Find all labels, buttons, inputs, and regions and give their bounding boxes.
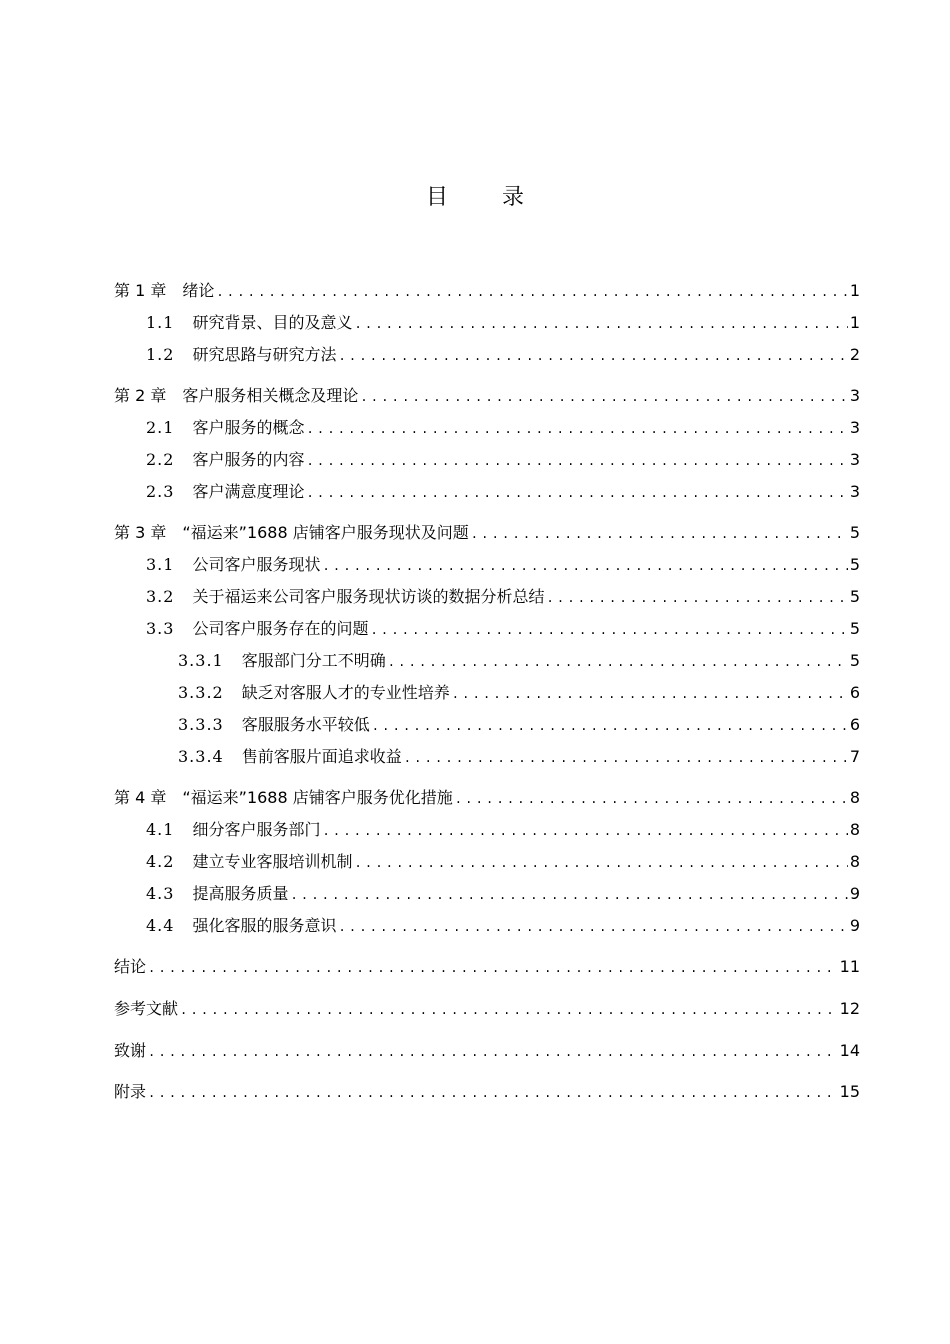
toc-entry-page: 9 (849, 884, 860, 903)
toc-leader (452, 687, 848, 701)
toc-entry-page: 14 (839, 1041, 860, 1060)
toc-entry-number: 第 3 章 (114, 523, 167, 542)
toc-leader (148, 1086, 838, 1100)
toc-entry-page: 12 (839, 999, 860, 1018)
toc-entry-text: 致谢 (114, 1041, 147, 1060)
toc-entry[interactable] (114, 415, 860, 441)
toc-entry[interactable] (114, 680, 860, 706)
toc-entry-text: 建立专业客服培训机制 (192, 852, 353, 871)
toc-entry-page: 9 (849, 916, 860, 935)
toc-leader (354, 317, 847, 331)
toc-entry-number: 1.1 (146, 313, 175, 332)
toc-entry[interactable] (114, 712, 860, 738)
toc-entry-page: 15 (839, 1082, 860, 1101)
toc-leader (354, 856, 847, 870)
toc-entry[interactable] (114, 616, 860, 642)
toc-entry-page: 5 (849, 587, 860, 606)
toc-entry-page: 8 (849, 820, 860, 839)
toc-entry-text: 客户服务的概念 (192, 418, 305, 437)
toc-leader (388, 655, 848, 669)
toc-entry-number: 4.3 (146, 884, 175, 903)
toc-entry[interactable] (114, 954, 860, 980)
toc-entry-text: 客服部门分工不明确 (241, 651, 386, 670)
toc-entry-number: 2.3 (146, 482, 175, 501)
toc-leader (404, 751, 848, 765)
toc-entry-page: 1 (849, 313, 860, 332)
toc-leader (148, 1045, 838, 1059)
toc-leader (180, 1003, 838, 1017)
toc-leader (216, 285, 847, 299)
toc-entry[interactable] (114, 552, 860, 578)
toc-entry-text: 关于福运来公司客户服务现状访谈的数据分析总结 (192, 587, 545, 606)
toc-entry-number: 2.2 (146, 450, 175, 469)
toc-entry-page: 5 (849, 555, 860, 574)
toc-entry-number: 2.1 (146, 418, 175, 437)
toc-entry-text: 结论 (114, 957, 147, 976)
toc-entry-page: 6 (849, 683, 860, 702)
toc-leader (360, 390, 847, 404)
toc-entry-page: 3 (849, 418, 860, 437)
toc-entry-number: 第 1 章 (114, 281, 167, 300)
toc-leader (306, 422, 847, 436)
toc-entry-number: 3.3 (146, 619, 175, 638)
toc-entry-number: 4.4 (146, 916, 175, 935)
toc-entry-text: 研究背景、目的及意义 (192, 313, 353, 332)
toc-entry-number: 3.3.4 (178, 747, 224, 766)
toc-entry-text: 绪论 (182, 281, 215, 300)
toc-entry-number: 1.2 (146, 345, 175, 364)
toc-entry-text: 客户服务的内容 (192, 450, 305, 469)
toc-entry[interactable] (114, 996, 860, 1022)
toc-entry-text: 研究思路与研究方法 (192, 345, 337, 364)
toc-entry-text: 客户服务相关概念及理论 (182, 386, 359, 405)
toc-entry-text: 客户满意度理论 (192, 482, 305, 501)
toc-entry-page: 1 (849, 281, 860, 300)
toc-entry-text: “福运来”1688 店铺客户服务优化措施 (182, 788, 453, 807)
toc-leader (471, 527, 848, 541)
toc-leader (372, 719, 848, 733)
toc-entry[interactable] (114, 1038, 860, 1064)
toc-entry-number: 第 2 章 (114, 386, 167, 405)
toc-entry[interactable] (114, 447, 860, 473)
toc-entry-page: 3 (849, 450, 860, 469)
toc-leader (455, 792, 848, 806)
toc-leader (370, 623, 847, 637)
toc-entry[interactable] (114, 342, 860, 368)
toc-entry-text: 公司客户服务现状 (192, 555, 321, 574)
toc-entry[interactable] (114, 785, 860, 811)
toc-entry-number: 4.2 (146, 852, 175, 871)
toc-entry-text: 附录 (114, 1082, 147, 1101)
toc-entry-page: 5 (849, 619, 860, 638)
toc-leader (338, 920, 847, 934)
toc-entry-number: 3.3.2 (178, 683, 224, 702)
toc-entry-text: 客服服务水平较低 (241, 715, 370, 734)
toc-entry-number: 第 4 章 (114, 788, 167, 807)
toc-leader (546, 591, 847, 605)
toc-entry-number: 3.3.1 (178, 651, 224, 670)
toc-entry-text: 细分客户服务部门 (192, 820, 321, 839)
toc-entry[interactable] (114, 520, 860, 546)
toc-leader (322, 824, 847, 838)
toc-entry[interactable] (114, 310, 860, 336)
toc-entry[interactable] (114, 1079, 860, 1105)
toc-entry-number: 3.2 (146, 587, 175, 606)
toc-entry-text: 强化客服的服务意识 (192, 916, 337, 935)
title-char-2: 录 (502, 185, 525, 210)
toc-entry-page: 7 (849, 747, 860, 766)
toc-leader (306, 486, 847, 500)
toc-entry[interactable] (114, 278, 860, 304)
toc-leader (338, 349, 847, 363)
toc-entry-page: 3 (849, 482, 860, 501)
toc-leader (148, 961, 838, 975)
toc-entry-text: “福运来”1688 店铺客户服务现状及问题 (182, 523, 469, 542)
toc-entry[interactable] (114, 817, 860, 843)
toc-entry-page: 11 (839, 957, 860, 976)
toc-entry-text: 缺乏对客服人才的专业性培养 (241, 683, 450, 702)
toc-entry-number: 3.1 (146, 555, 175, 574)
toc-entry-page: 6 (849, 715, 860, 734)
toc-entry[interactable] (114, 744, 860, 770)
toc-entry-page: 5 (849, 523, 860, 542)
toc-leader (306, 454, 847, 468)
toc-entry-number: 4.1 (146, 820, 175, 839)
toc-entry-text: 售前客服片面追求收益 (241, 747, 402, 766)
toc-entry-page: 5 (849, 651, 860, 670)
page-title (0, 180, 950, 211)
toc-entry-page: 8 (849, 788, 860, 807)
toc-entry-page: 3 (849, 386, 860, 405)
title-char-1: 目 (425, 185, 448, 210)
toc-entry[interactable] (114, 584, 860, 610)
toc-entry[interactable] (114, 383, 860, 409)
toc-entry[interactable] (114, 849, 860, 875)
toc-entry-page: 8 (849, 852, 860, 871)
toc-entry[interactable] (114, 479, 860, 505)
toc-entry-number: 3.3.3 (178, 715, 224, 734)
toc-leader (290, 888, 847, 902)
toc-entry-text: 提高服务质量 (192, 884, 289, 903)
toc-entry-text: 公司客户服务存在的问题 (192, 619, 369, 638)
toc-entry[interactable] (114, 913, 860, 939)
toc-entry[interactable] (114, 881, 860, 907)
toc-entry-page: 2 (849, 345, 860, 364)
toc-leader (322, 559, 847, 573)
toc-entry-text: 参考文献 (114, 999, 179, 1018)
toc-entry[interactable] (114, 648, 860, 674)
